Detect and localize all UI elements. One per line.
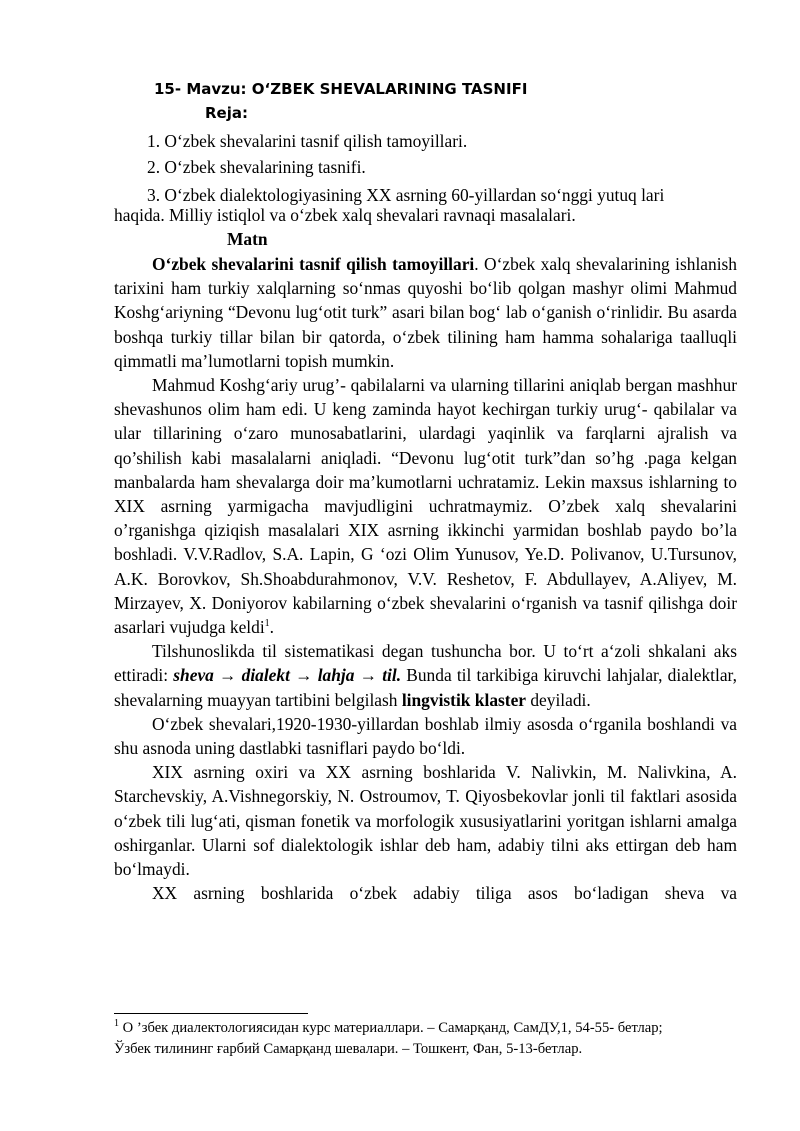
- text-label: Matn: [227, 229, 268, 249]
- plan-item-3-line-2: haqida. Milliy istiqlol va o‘zbek xalq shevalari ravnaqi masalalari.: [114, 205, 576, 225]
- footnote-text-1: О ’збек диалектологиясидан курс материаллари. – Самарқанд, СамДУ,1, 54-55- бетлар;: [119, 1020, 663, 1036]
- plan-item-2: 2. O‘zbek shevalarining tasnifi.: [147, 157, 366, 177]
- paragraph-1-text: . O‘zbek xalq shevalarining ishlanish tarixini ham turkiy xalqlarning so‘nmas quyoshi bo‘lib qolgan mashyr olimi Mahmud Koshg‘ariyning “Devonu lug‘otit turk” asari bilan bog‘ lab o‘ganish o‘rinlidir. Bu asarda boshqa turkiy tillar bilan bir qatorda, o‘zbek tilining ham hamma sohalariga taalluqli qimmatli ma’lumotlarni topish mumkin.: [114, 254, 737, 371]
- paragraph-3-end: deyiladi.: [526, 689, 591, 710]
- footnote-line-2: Ўзбек тилининг ғарбий Самарқанд шевалари. – Тошкент, Фан, 5-13-бетлар.: [114, 1041, 583, 1057]
- paragraph-3: [114, 639, 737, 712]
- topic-title: 15- Mavzu: O‘ZBEK SHEVALARINING TASNIFI: [154, 80, 528, 98]
- plan-item-3-line-1: 3. O‘zbek dialektologiyasining XX asrning 60-yillardan so‘nggi yutuq lari: [147, 185, 665, 205]
- footnote-divider: [114, 1013, 308, 1014]
- footnote-marker: 1: [114, 1018, 119, 1030]
- language-system-chain: sheva → dialekt → lahja → til.: [173, 665, 402, 686]
- paragraph-3-start: Tilshunoslikda til sistematikasi degan tushuncha bor. U to‘rt a‘zoli shkalani aks ettiradi:: [114, 641, 737, 686]
- plan-item-1: 1. O‘zbek shevalarini tasnif qilish tamoyillari.: [147, 131, 468, 151]
- footnote-line-1: [114, 1018, 754, 1038]
- paragraph-1: [114, 252, 737, 373]
- paragraph-1-heading: O‘zbek shevalarini tasnif qilish tamoyillari: [152, 254, 475, 274]
- paragraph-3-middle: Bunda til tarkibiga kiruvchi lahjalar, dialektlar, shevalarning muayyan tartibini belgilash: [114, 665, 737, 710]
- linguistic-cluster-term: lingvistik klaster: [401, 689, 527, 710]
- paragraph-5: XIX asrning oxiri va XX asrning boshlarida V. Nalivkin, M. Nalivkina, A. Starchevskiy, A.Vishnegorskiy, N. Ostroumov, T. Qiyosbekovlar jonli til faktlari asosida o‘zbek tili lug‘ati, qisman fonetik va morfologik xususiyatlarini yoritgan ishlarni amalga oshirganlar. Ularni sof dialektologik ishlar deb ham, adabiy tilni aks ettirgan deb ham bo‘lmaydi.: [114, 762, 737, 880]
- plan-label: Reja:: [205, 104, 248, 122]
- footnote-reference: 1: [264, 618, 270, 630]
- main-text: [114, 252, 737, 905]
- paragraph-2-end: .: [269, 617, 275, 638]
- paragraph-6: XX asrning boshlarida o‘zbek adabiy tiliga asos bo‘ladigan sheva va: [152, 883, 737, 904]
- paragraph-2: [114, 373, 737, 639]
- paragraph-2-text: Mahmud Koshg‘ariy urug’- qabilalarni va ularning tillarini aniqlab bergan mashhur shevashunos olim ham edi. U keng zaminda hayot kechirgan turkiy urug‘- qabilalar va ular tillarining o‘zaro munosabatlarini, ulardagi yaqinlik va farqlarni ajralish va qo’shilish kabi masalalarni aniqladi. “Devonu lug‘otit turk”dan so’hg .paga kelgan manbalarda ham shevalarga doir ma’kumotlarni uchratamiz. Lekin maxsus ishlarning to XIX asrning yarmigacha mavjudligini uchratmaymiz. O’zbek xalq shevalarini o’rganishga qiziqish masalalari XIX asrning ikkinchi yarmidan boshlab paydo bo’la boshladi. V.V.Radlov, S.A. Lapin, G ‘ozi Olim Yunusov, Ye.D. Polivanov, U.Tursunov, A.K. Borovkov, Sh.Shoabdurahmonov, V.V. Reshetov, F. Abdullayev, A.Aliyev, M. Mirzayev, X. Doniyorov kabilarning o‘zbek shevalarini o‘rganish va tasnif qilishga doir asarlari vujudga keldi: [114, 375, 737, 638]
- paragraph-4: O‘zbek shevalari,1920-1930-yillardan boshlab ilmiy asosda o‘rganila boshlandi va shu asnoda uning dastlabki tasniflari paydo bo‘ldi.: [114, 713, 737, 759]
